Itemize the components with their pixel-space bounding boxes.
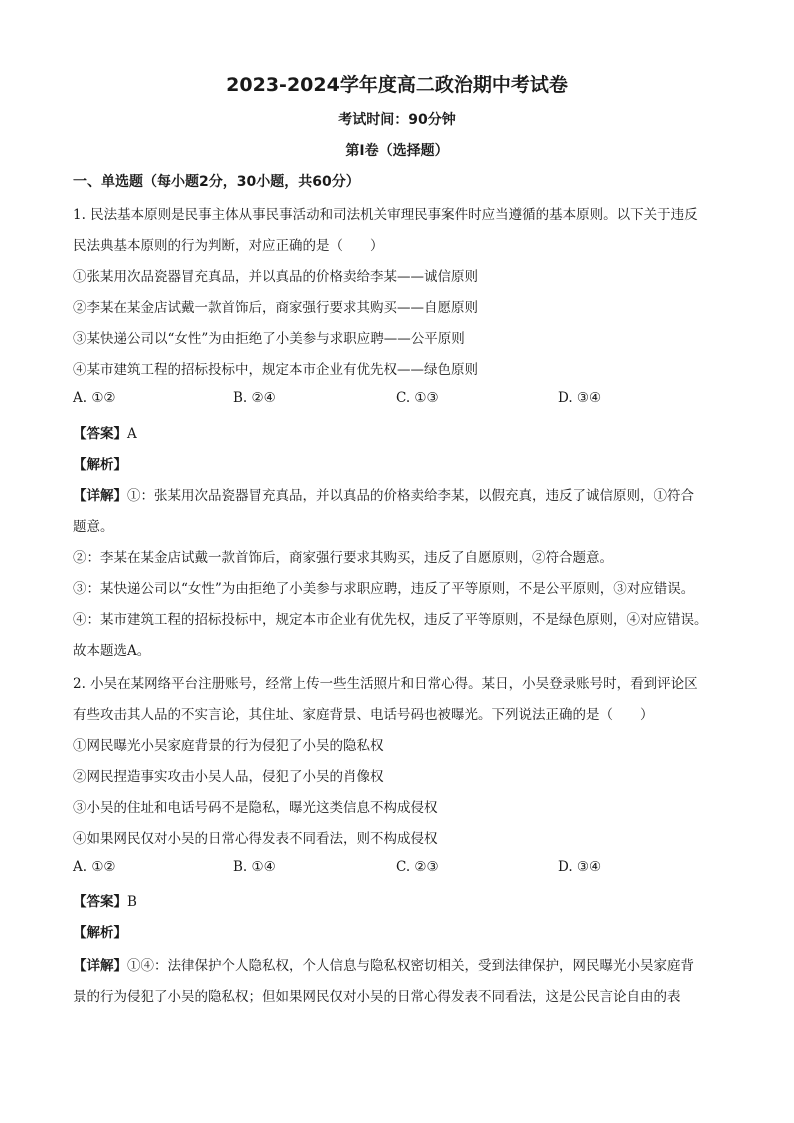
q2-stem-line-1: 2. 小吴在某网络平台注册账号，经常上传一些生活照片和日常心得。某日，小吴登录账号时，看到评论区	[73, 676, 698, 692]
q1-detail-line-3: ②：李某在某金店试戴一款首饰后，商家强行要求其购买，违反了自愿原则，②符合题意。	[73, 550, 613, 566]
q2-stem-line-2: 有些攻击其人品的不实言论，其住址、家庭背景、电话号码也被曝光。下列说法正确的是（ ）	[73, 707, 654, 723]
q2-item-4: ④如果网民仅对小吴的日常心得发表不同看法，则不构成侵权	[73, 831, 438, 847]
q2-option-d: D. ③④	[558, 859, 602, 875]
q1-option-c: C. ①③	[396, 390, 439, 406]
q2-detail-line-2: 景的行为侵犯了小吴的隐私权；但如果网民仅对小吴的日常心得发表不同看法，这是公民言论自由的表	[73, 989, 681, 1005]
q1-answer	[73, 422, 733, 442]
q2-option-a: A. ①②	[73, 859, 116, 875]
answer-tag: 【答案】	[73, 426, 127, 442]
q2-item-3: ③小吴的住址和电话号码不是隐私，曝光这类信息不构成侵权	[73, 800, 438, 816]
q1-item-3: ③某快递公司以“女性”为由拒绝了小美参与求职应聘——公平原则	[73, 331, 465, 347]
q1-option-d: D. ③④	[558, 390, 602, 406]
q2-detail-line-1: 【详解】①④：法律保护个人隐私权，个人信息与隐私权密切相关，受到法律保护，网民曝光小吴家庭背	[73, 958, 694, 974]
q1-detail-line-1: 【详解】①：张某用次品瓷器冒充真品，并以真品的价格卖给李某，以假充真，违反了诚信原则，①符合	[73, 488, 694, 504]
q1-item-1: ①张某用次品瓷器冒充真品，并以真品的价格卖给李某——诚信原则	[73, 269, 478, 285]
q2-option-c: C. ②③	[396, 859, 439, 875]
q1-detail-line-2: 题意。	[73, 519, 114, 535]
volume-heading: 第Ⅰ卷（选择题）	[345, 143, 449, 159]
q2-answer: 【答案】B	[73, 894, 137, 910]
q2-item-2: ②网民捏造事实攻击小吴人品，侵犯了小吴的肖像权	[73, 769, 384, 785]
q2-item-1: ①网民曝光小吴家庭背景的行为侵犯了小吴的隐私权	[73, 738, 384, 754]
q2-option-b: B. ①④	[233, 859, 276, 875]
exam-time: 考试时间：90分钟	[338, 112, 456, 128]
q1-option-b: B. ②④	[233, 390, 276, 406]
q1-item-2: ②李某在某金店试戴一款首饰后，商家强行要求其购买——自愿原则	[73, 300, 478, 316]
q1-detail-line-5: ④：某市建筑工程的招标投标中，规定本市企业有优先权，违反了平等原则，不是绿色原则，④对应错误。	[73, 612, 708, 628]
section-heading: 一、单选题（每小题2分，30小题，共60分）	[73, 174, 360, 190]
q1-option-a: A. ①②	[73, 390, 116, 406]
q1-stem-line-1: 1. 民法基本原则是民事主体从事民事活动和司法机关审理民事案件时应当遵循的基本原则。以下关于违反	[73, 207, 698, 223]
q1-item-4: ④某市建筑工程的招标投标中，规定本市企业有优先权——绿色原则	[73, 362, 478, 378]
detail-tag: 【详解】	[73, 488, 127, 504]
q1-analysis-tag: 【解析】	[73, 457, 127, 473]
q2-analysis-tag: 【解析】	[73, 925, 127, 941]
q1-conclusion: 故本题选A。	[73, 643, 151, 659]
q1-detail-line-4: ③：某快递公司以“女性”为由拒绝了小美参与求职应聘，违反了平等原则，不是公平原则，③对应错误。	[73, 581, 695, 597]
exam-title: 2023-2024学年度高二政治期中考试卷	[226, 74, 568, 96]
q1-stem-line-2: 民法典基本原则的行为判断，对应正确的是（ ）	[73, 238, 384, 254]
answer-value: A	[127, 426, 137, 442]
